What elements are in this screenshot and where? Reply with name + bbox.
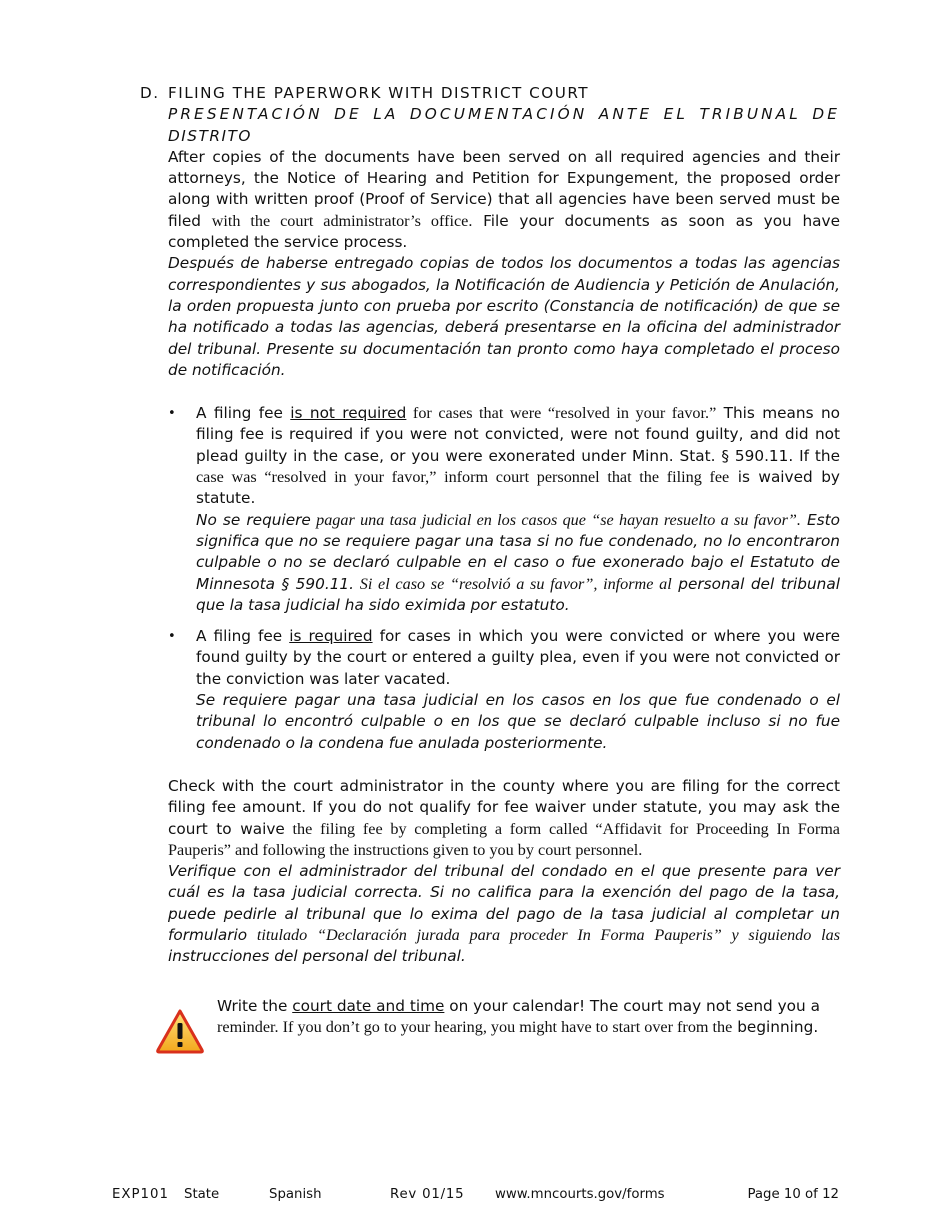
intro-paragraph-es: Después de haberse entregado copias de todos los documentos a todas las agencias correspondientes y sus abogados, la Notificación de Audiencia y Petición de Anulación, la orden propuesta junto con prueba por escrito (Constancia de notificación) de que se ha notificado a todas las agencias, deberá presentarse en la oficina del administrador del tribunal. Presente su documentación tan pronto como haya completado el proceso de notificación. [168, 254, 840, 379]
section-d [140, 83, 840, 968]
fee-check-paragraph-es: Verifique con el administrador del tribunal del condado en el que presente para ver cuál es la tasa judicial correcta. Si no califica para la exención del pago de la tasa, puede pedirle al tribunal que lo exima del pago de la tasa judicial al completar un formulario titulado “Declaración jurada para proceder In Forma Pauperis” y siguiendo las instrucciones del personal del tribunal. [168, 862, 840, 966]
warning-icon [155, 1008, 205, 1054]
fee-required-text: A filing fee is required for cases in which you were convicted or where you were found guilty by the court or entered a guilty plea, even if you were not convicted or the conviction was later vacated. [196, 627, 840, 688]
bullet-icon: • [168, 629, 176, 645]
footer-url: www.mncourts.gov/forms [495, 1187, 665, 1202]
intro-paragraph: After copies of the documents have been served on all required agencies and their attorneys, the Notice of Hearing and Petition for Expungement, the proposed order along with written proof (Proof of Service) that all agencies have been served must be filed with the court administrator’s office. File your documents as soon as you have completed the service process. [168, 147, 841, 252]
calendar-warning [155, 996, 845, 1054]
fee-check-paragraph: Check with the court administrator in the county where you are filing for the correct filing fee amount. If you do not qualify for fee waiver under statute, you may ask the court to waive the filing fee by completing a form called “Affidavit for Proceeding In Forma Pauperis” and following the instructions given to you by court personnel. [168, 776, 840, 859]
footer-form-code: EXP101 [112, 1187, 169, 1202]
fee-bullet-list [168, 403, 840, 754]
list-item [168, 403, 840, 616]
fee-required-text-es: Se requiere pagar una tasa judicial en los casos en los que fue condenado o el tribunal lo encontró culpable o en los que se declaró culpable incluso si no fue condenado o la condena fue anulada posteriormente. [196, 691, 840, 752]
footer-revision: Rev 01/15 [390, 1187, 465, 1202]
bullet-icon: • [168, 406, 176, 422]
footer-page-number: Page 10 of 12 [747, 1187, 839, 1202]
list-item [168, 626, 840, 754]
fee-not-required-text: A filing fee is not required for cases that were “resolved in your favor.” This means no filing fee is required if you were not convicted, were not found guilty, and did not plead guilty in the case, or you were exonerated under Minn. Stat. § 590.11. If the case was “resolved in your favor,” inform court personnel that the filing fee is waived by statute. [196, 404, 841, 508]
page-footer [112, 1184, 839, 1204]
footer-language: Spanish [269, 1187, 322, 1202]
section-title-es-line2: DISTRITO [168, 126, 252, 145]
section-title: FILING THE PAPERWORK WITH DISTRICT COURT [168, 84, 590, 102]
section-heading [140, 83, 840, 104]
footer-scope: State [184, 1187, 220, 1202]
fee-not-required-text-es: No se requiere pagar una tasa judicial en los casos que “se hayan resuelto a su favor”. Esto significa que no se requiere pagar una tasa si no fue condenado, no lo encontraron culpable o no se declaró culpable en el caso o fue exonerado bajo el Estatuto de Minnesota § 590.11. Si el caso se “resolvió a su favor”, informe al personal del tribunal que la tasa judicial ha sido eximida por estatuto. [196, 510, 841, 614]
section-letter: D. [140, 84, 160, 102]
warning-text: Write the court date and time on your calendar! The court may not send you a reminder. If you don’t go to your hearing, you might have to start over from the beginning. [217, 997, 820, 1037]
section-title-es-line1: PRESENTACIÓN DE LA DOCUMENTACIÓN ANTE EL TRIBUNAL DE [168, 105, 840, 124]
